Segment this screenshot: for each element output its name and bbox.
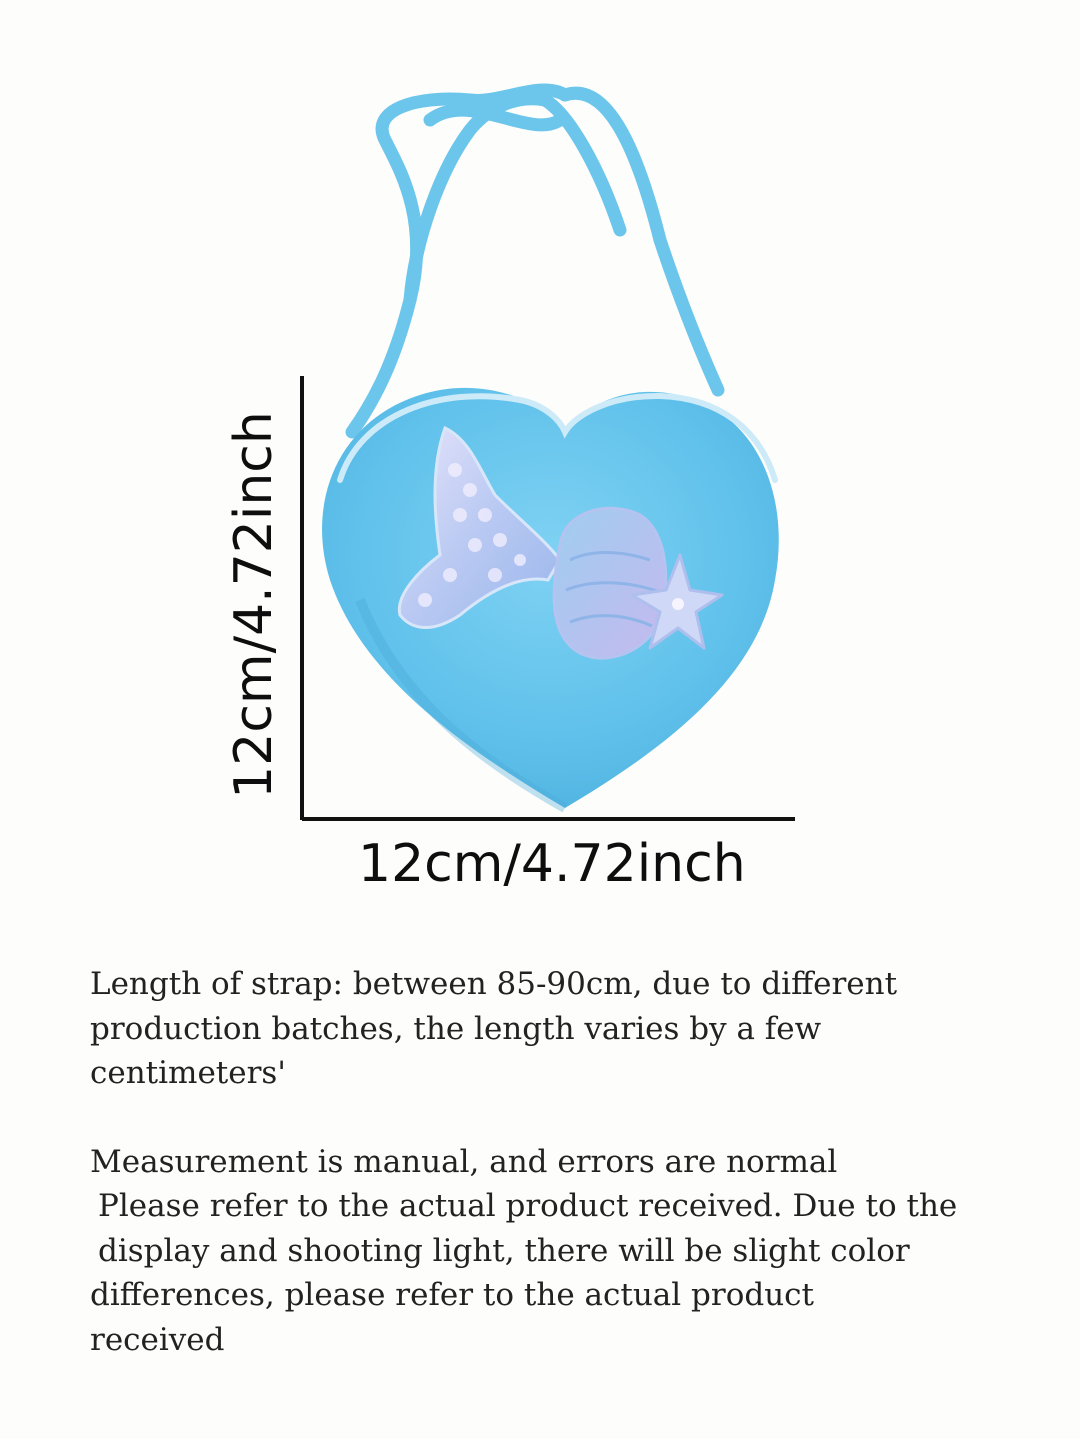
shell-decoration — [554, 508, 666, 658]
measurement-note: Measurement is manual, and errors are normal — [90, 1143, 838, 1180]
width-dimension-label: 12cm/4.72inch — [358, 834, 746, 894]
note-spacer — [90, 1096, 1050, 1140]
product-notes — [90, 962, 1050, 1362]
bag-strap — [352, 90, 718, 432]
refer-note-line-3: differences, please refer to the actual product — [90, 1277, 815, 1313]
refer-note-line-1: Please refer to the actual product received. Due to the — [98, 1188, 958, 1224]
refer-note-line-2: display and shooting light, there will be slight color — [98, 1232, 910, 1269]
refer-note-line-4: received — [90, 1321, 225, 1358]
height-dimension-label: 12cm/4.72inch — [224, 411, 284, 799]
strap-length-note: Length of strap: between 85-90cm, due to different production batches, the length varies by a few centimeters' — [90, 966, 898, 1091]
